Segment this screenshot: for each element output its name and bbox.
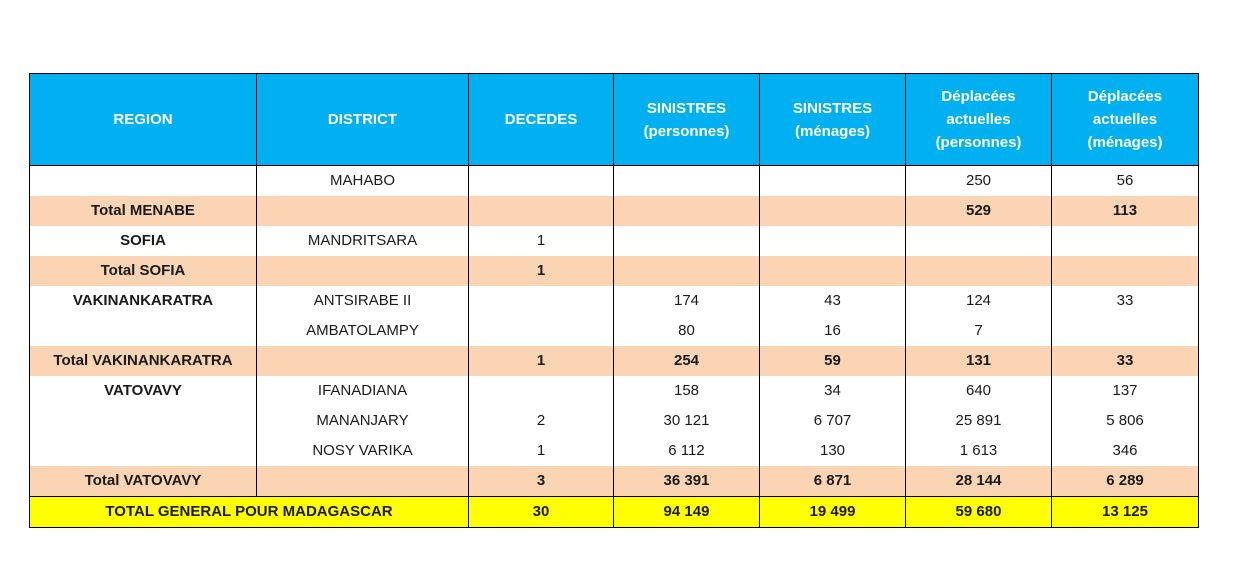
decedes-total: 30	[469, 497, 614, 528]
sinistres-personnes-cell: 30 121	[614, 406, 760, 436]
deplacees-personnes-cell: 529	[906, 196, 1052, 226]
table-row	[30, 166, 1199, 197]
subtotal-row	[30, 466, 1199, 497]
district-cell: MAHABO	[257, 166, 469, 197]
header-line: Déplacées	[941, 88, 1016, 105]
region-cell: VAKINANKARATRA	[30, 286, 257, 316]
district-cell: MANDRITSARA	[257, 226, 469, 256]
sinistres-menages-cell: 43	[760, 286, 906, 316]
sinistres-menages-cell	[760, 226, 906, 256]
decedes-cell	[469, 166, 614, 197]
sinistres-personnes-cell	[614, 226, 760, 256]
header-line: DISTRICT	[327, 111, 398, 128]
sinistres-personnes-cell	[614, 256, 760, 286]
decedes-cell	[469, 196, 614, 226]
region-cell: VATOVAVY	[30, 376, 257, 406]
decedes-cell: 3	[469, 466, 614, 497]
sinistres-personnes-cell	[614, 166, 760, 197]
sinistres-menages-cell: 6 871	[760, 466, 906, 497]
header-deplacees-menages	[1052, 74, 1199, 166]
table-row	[30, 286, 1199, 316]
sinistres-personnes-cell: 36 391	[614, 466, 760, 497]
header-line: (personnes)	[935, 134, 1022, 151]
sinistres-menages-cell: 16	[760, 316, 906, 346]
grand-total-row	[30, 497, 1199, 528]
subtotal-row	[30, 346, 1199, 376]
header-row	[30, 74, 1199, 166]
district-cell: NOSY VARIKA	[257, 436, 469, 466]
region-cell	[30, 436, 257, 466]
decedes-cell: 2	[469, 406, 614, 436]
subtotal-row	[30, 256, 1199, 286]
region-cell	[30, 406, 257, 436]
sinistres-personnes-cell: 174	[614, 286, 760, 316]
header-sinistres-menages	[760, 74, 906, 166]
header-line: (ménages)	[1087, 134, 1163, 151]
district-cell: ANTSIRABE II	[257, 286, 469, 316]
deplacees-personnes-cell: 7	[906, 316, 1052, 346]
district-cell: IFANADIANA	[257, 376, 469, 406]
deplacees-menages-cell	[1052, 226, 1199, 256]
deplacees-personnes-cell: 124	[906, 286, 1052, 316]
sinistres-personnes-total: 94 149	[614, 497, 760, 528]
decedes-cell	[469, 376, 614, 406]
district-cell	[257, 196, 469, 226]
deplacees-menages-cell: 346	[1052, 436, 1199, 466]
sinistres-personnes-cell: 158	[614, 376, 760, 406]
district-cell	[257, 466, 469, 497]
deplacees-personnes-cell: 250	[906, 166, 1052, 197]
deplacees-menages-cell: 33	[1052, 286, 1199, 316]
decedes-cell: 1	[469, 436, 614, 466]
table-row	[30, 406, 1199, 436]
table-body	[30, 166, 1199, 528]
region-cell: Total SOFIA	[30, 256, 257, 286]
deplacees-menages-total: 13 125	[1052, 497, 1199, 528]
region-cell	[30, 166, 257, 197]
header-line: REGION	[113, 111, 173, 128]
district-cell	[257, 256, 469, 286]
header-line: SINISTRES	[646, 99, 727, 117]
subtotal-row	[30, 196, 1199, 226]
header-region	[30, 74, 257, 166]
decedes-cell	[469, 286, 614, 316]
sinistres-menages-cell	[760, 256, 906, 286]
deplacees-personnes-cell: 640	[906, 376, 1052, 406]
deplacees-menages-cell: 137	[1052, 376, 1199, 406]
table-row	[30, 376, 1199, 406]
region-cell: Total MENABE	[30, 196, 257, 226]
header-district	[257, 74, 469, 166]
header-sinistres-personnes	[614, 74, 760, 166]
decedes-cell	[469, 316, 614, 346]
sinistres-personnes-cell: 6 112	[614, 436, 760, 466]
region-cell: Total VAKINANKARATRA	[30, 346, 257, 376]
sinistres-menages-cell: 6 707	[760, 406, 906, 436]
sinistres-menages-total: 19 499	[760, 497, 906, 528]
sinistres-menages-cell	[760, 196, 906, 226]
sinistres-personnes-cell: 254	[614, 346, 760, 376]
district-cell: MANANJARY	[257, 406, 469, 436]
table-row	[30, 316, 1199, 346]
header-line: Déplacées	[1087, 88, 1163, 105]
district-cell	[257, 346, 469, 376]
grand-total-label: TOTAL GENERAL POUR MADAGASCAR	[30, 497, 469, 528]
deplacees-personnes-cell	[906, 226, 1052, 256]
region-cell: SOFIA	[30, 226, 257, 256]
sinistres-personnes-cell	[614, 196, 760, 226]
region-cell: Total VATOVAVY	[30, 466, 257, 497]
header-line: SINISTRES	[792, 99, 873, 117]
deplacees-personnes-cell: 1 613	[906, 436, 1052, 466]
deplacees-personnes-cell: 25 891	[906, 406, 1052, 436]
sinistres-personnes-cell: 80	[614, 316, 760, 346]
deplacees-personnes-cell: 28 144	[906, 466, 1052, 497]
header-deplacees-personnes	[906, 74, 1052, 166]
header-line: (ménages)	[794, 122, 871, 140]
table-row	[30, 226, 1199, 256]
district-cell: AMBATOLAMPY	[257, 316, 469, 346]
sinistres-menages-cell: 130	[760, 436, 906, 466]
decedes-cell: 1	[469, 226, 614, 256]
header-line: (personnes)	[643, 122, 730, 140]
decedes-cell: 1	[469, 256, 614, 286]
deplacees-personnes-total: 59 680	[906, 497, 1052, 528]
header-line: actuelles	[1092, 111, 1158, 128]
victims-table	[29, 73, 1199, 528]
deplacees-menages-cell: 5 806	[1052, 406, 1199, 436]
deplacees-menages-cell: 113	[1052, 196, 1199, 226]
region-cell	[30, 316, 257, 346]
header-line: actuelles	[946, 111, 1011, 128]
deplacees-menages-cell: 56	[1052, 166, 1199, 197]
sinistres-menages-cell: 59	[760, 346, 906, 376]
deplacees-personnes-cell: 131	[906, 346, 1052, 376]
deplacees-menages-cell: 6 289	[1052, 466, 1199, 497]
sinistres-menages-cell	[760, 166, 906, 197]
deplacees-menages-cell: 33	[1052, 346, 1199, 376]
deplacees-menages-cell	[1052, 316, 1199, 346]
table-row	[30, 436, 1199, 466]
deplacees-menages-cell	[1052, 256, 1199, 286]
sinistres-menages-cell: 34	[760, 376, 906, 406]
deplacees-personnes-cell	[906, 256, 1052, 286]
header-decedes	[469, 74, 614, 166]
header-line: DECEDES	[504, 111, 578, 128]
decedes-cell: 1	[469, 346, 614, 376]
